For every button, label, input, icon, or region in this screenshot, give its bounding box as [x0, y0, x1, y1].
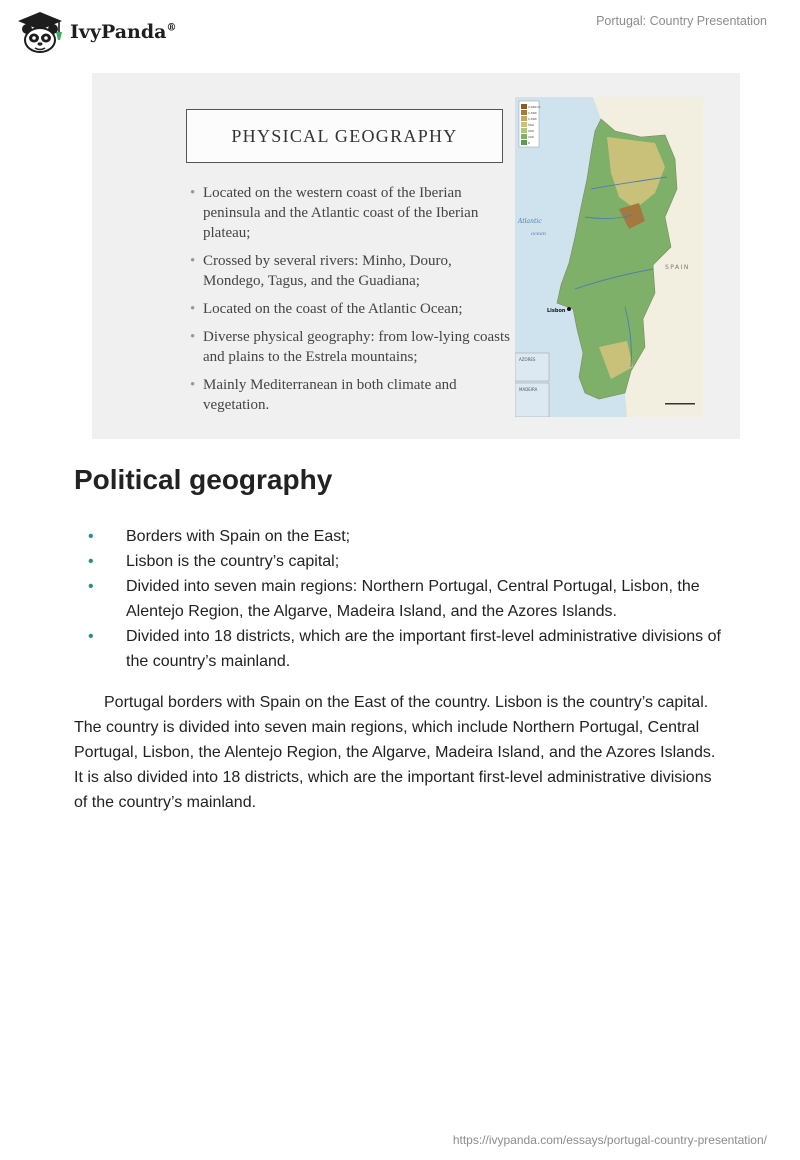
footer-url-link[interactable]: https://ivypanda.com/essays/portugal-country-presentation/	[452, 1133, 767, 1147]
slide-bullet: • Diverse physical geography: from low-lying coasts and plains to the Estrela mountains;	[190, 327, 510, 367]
slide-title: PHYSICAL GEOGRAPHY	[231, 125, 458, 146]
page-header	[0, 0, 800, 60]
legend-value: 100	[528, 135, 534, 139]
document-title: Portugal: Country Presentation	[596, 14, 767, 28]
slide-bullet: • Located on the coast of the Atlantic Ocean;	[190, 299, 510, 319]
map-ocean-label: ocean	[531, 231, 546, 237]
map-madeira-label: MADEIRA	[519, 387, 538, 392]
portugal-physical-map	[515, 97, 703, 417]
list-item: • Divided into 18 districts, which are the important first-level administrative divisions of the country’s mainland.	[88, 624, 728, 674]
map-ocean-label: Atlantic	[518, 218, 542, 225]
legend-value: 0	[528, 141, 530, 145]
legend-value: 500	[528, 123, 534, 127]
list-item: • Lisbon is the country’s capital;	[88, 549, 728, 574]
capital-marker-icon	[567, 307, 571, 311]
legend-value: 2,000 m	[528, 105, 541, 109]
body-paragraph: Portugal borders with Spain on the East of the country. Lisbon is the country’s capital. The country is divided into seven main regions, which include Northern Portugal, Central Portugal, Lisbon, the Alentejo Region, the Algarve, Madeira Island, and the Azores Islands. It is also divided into 18 districts, which are the important first-level administrative divisions of the country’s mainland.	[74, 694, 716, 811]
presentation-slide	[92, 73, 740, 439]
map-spain-label: SPAIN	[665, 264, 690, 271]
legend-value: 200	[528, 129, 534, 133]
logo-text: IvyPanda®	[70, 21, 177, 43]
map-capital-label: Lisbon	[547, 308, 566, 314]
panda-graduate-icon	[14, 10, 66, 54]
slide-bullet: • Located on the western coast of the Iberian peninsula and the Atlantic coast of the Iberian plateau;	[190, 183, 510, 243]
slide-bullet: • Crossed by several rivers: Minho, Douro, Mondego, Tagus, and the Guadiana;	[190, 251, 510, 291]
list-item: • Divided into seven main regions: Northern Portugal, Central Portugal, Lisbon, the Alentejo Region, the Algarve, Madeira Island, and the Azores Islands.	[88, 574, 728, 624]
slide-bullet: • Mainly Mediterranean in both climate and vegetation.	[190, 375, 510, 415]
slide-bullet-list	[190, 183, 510, 423]
map-azores-label: AZORES	[519, 357, 536, 362]
slide-title-box	[186, 109, 503, 163]
legend-value: 1,500	[528, 111, 537, 115]
political-geography-bullet-list	[88, 524, 728, 674]
legend-value: 1,000	[528, 117, 537, 121]
map-scale-bar	[665, 403, 695, 405]
list-item: • Borders with Spain on the East;	[88, 524, 728, 549]
ivypanda-logo[interactable]	[14, 10, 176, 54]
section-heading: Political geography	[74, 464, 333, 495]
